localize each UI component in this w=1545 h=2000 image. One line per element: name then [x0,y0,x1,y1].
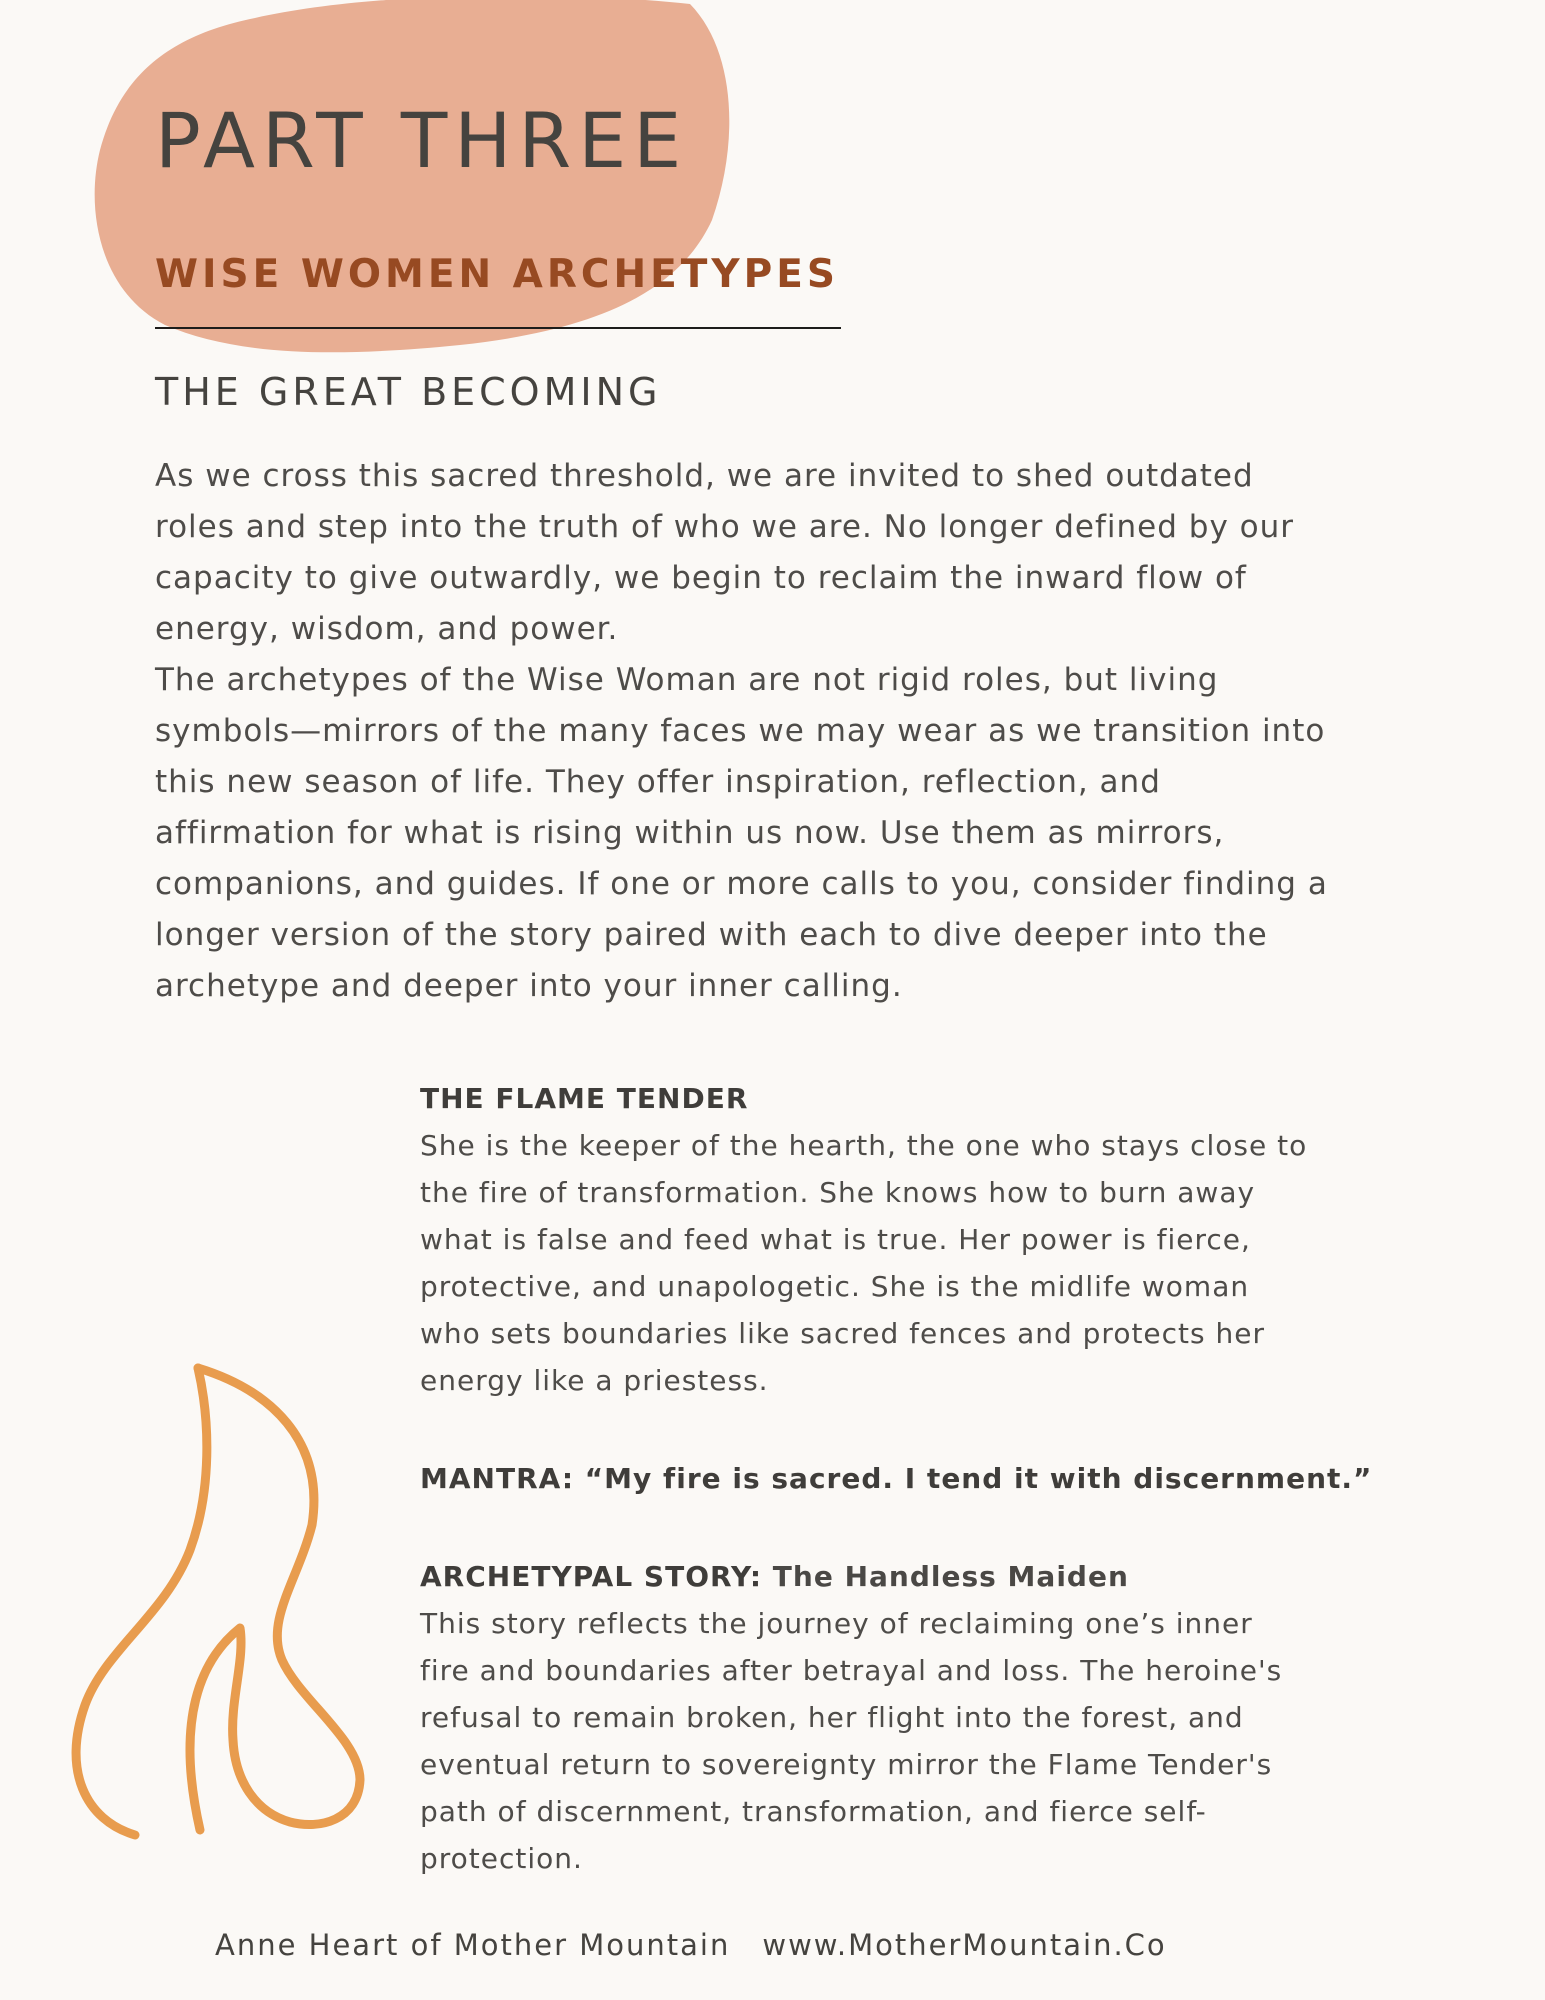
description-line: the fire of transformation. She knows how to burn away [420,1176,1256,1209]
intro-line: archetype and deeper into your inner calling. [155,968,903,1004]
archetype-name: THE FLAME TENDER [420,1082,749,1115]
intro-line: affirmation for what is rising within us now. Use them as mirrors, [155,815,1225,851]
intro-line: capacity to give outwardly, we begin to reclaim the inward flow of [155,560,1247,596]
story-line: protection. [420,1842,583,1875]
story-line: refusal to remain broken, her flight into the forest, and [420,1701,1244,1734]
story-heading [420,1553,1500,1600]
footer-website[interactable]: www.MotherMountain.Co [762,1928,1167,1962]
mantra [420,1455,1500,1502]
story-line: This story reflects the journey of reclaiming one’s inner [420,1607,1253,1640]
story-line: fire and boundaries after betrayal and loss. The heroine's [420,1654,1283,1687]
intro-line: roles and step into the truth of who we are. No longer defined by our [155,509,1294,545]
decorative-blob [0,0,760,380]
description-line: what is false and feed what is true. Her power is fierce, [420,1223,1251,1256]
description-line: protective, and unapologetic. She is the midlife woman [420,1270,1250,1303]
story-line: path of discernment, transformation, and fierce self- [420,1795,1207,1828]
intro-line: companions, and guides. If one or more calls to you, consider finding a [155,866,1328,902]
footer [215,1928,1167,1962]
spacer [420,1502,1500,1553]
intro-line: longer version of the story paired with each to dive deeper into the [155,917,1268,953]
intro-line: The archetypes of the Wise Woman are not rigid roles, but living [155,662,1219,698]
story-title: The Handless Maiden [762,1560,1129,1593]
story-label: ARCHETYPAL STORY: [420,1560,763,1593]
spacer [420,1404,1500,1455]
section-heading: THE GREAT BECOMING [155,370,662,414]
intro-line: this new season of life. They offer inspiration, reflection, and [155,764,1161,800]
intro-line: symbols—mirrors of the many faces we may wear as we transition into [155,713,1326,749]
description-line: energy like a priestess. [420,1364,769,1397]
flame-icon [50,1360,390,1860]
intro-line: energy, wisdom, and power. [155,611,619,647]
mantra-text: : “My fire is sacred. I tend it with discernment.” [561,1462,1373,1495]
intro-line: As we cross this sacred threshold, we are invited to shed outdated [155,458,1254,494]
mantra-label: MANTRA [420,1462,562,1495]
intro-text [155,451,1455,1012]
archetype-section [420,1075,1500,1882]
description-line: She is the keeper of the hearth, the one who stays close to [420,1129,1308,1162]
description-line: who sets boundaries like sacred fences and protects her [420,1317,1266,1350]
section-subtitle: WISE WOMEN ARCHETYPES [155,252,839,297]
part-title: PART THREE [155,96,689,185]
divider [155,327,841,329]
story-line: eventual return to sovereignty mirror the Flame Tender's [420,1748,1273,1781]
footer-author: Anne Heart of Mother Mountain [215,1928,731,1962]
